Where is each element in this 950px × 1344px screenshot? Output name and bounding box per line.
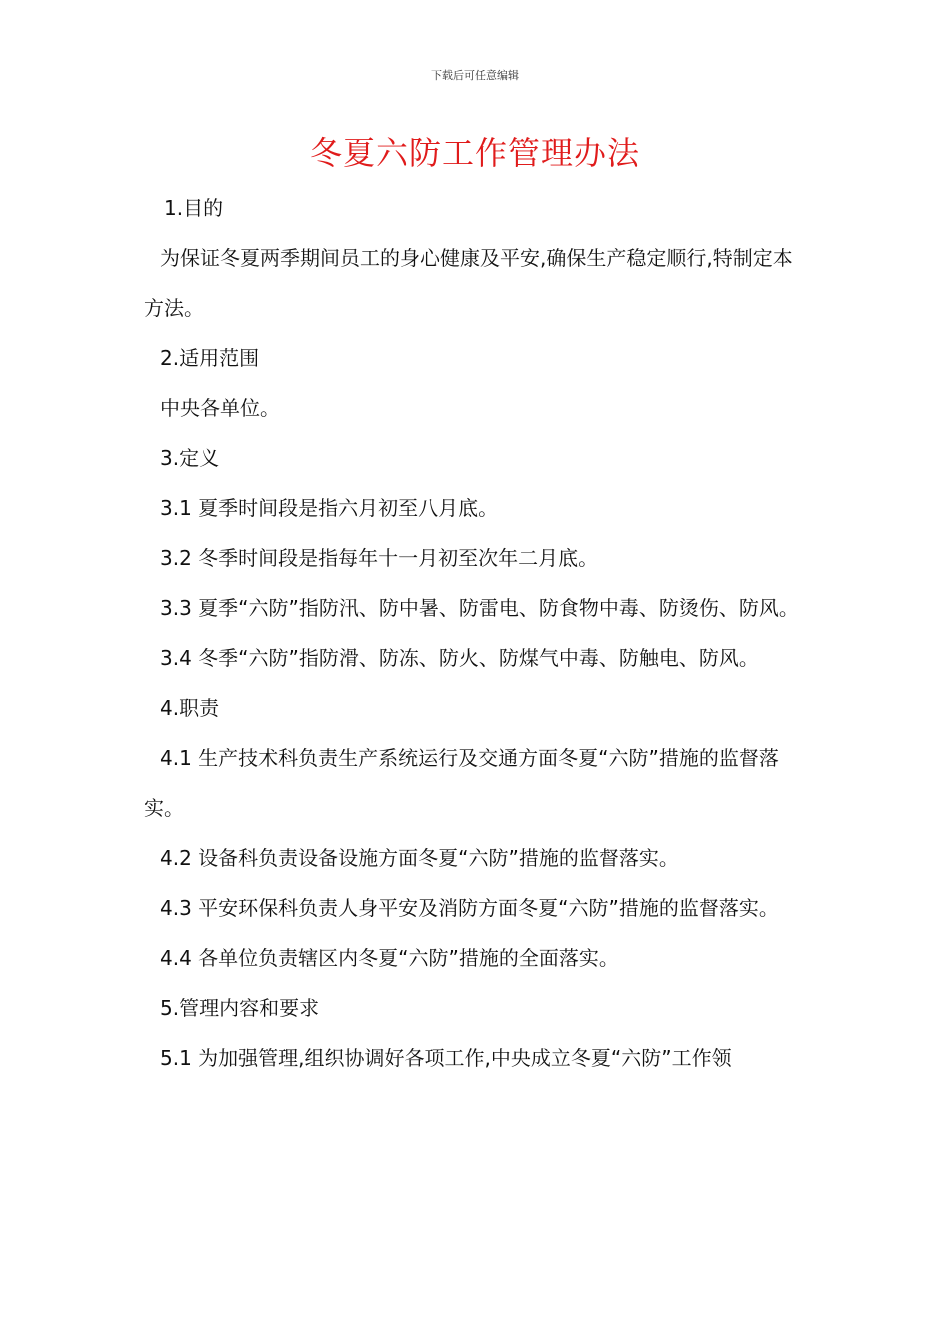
paragraph-definition-3-4: 3.4 冬季“六防”指防滑、防冻、防火、防煤气中毒、防触电、防风。 bbox=[160, 646, 759, 670]
header-note: 下载后可任意编辑 bbox=[431, 69, 519, 82]
paragraph-definition-3-2: 3.2 冬季时间段是指每年十一月初至次年二月底。 bbox=[160, 546, 599, 570]
paragraph-definition-3-1: 3.1 夏季时间段是指六月初至八月底。 bbox=[160, 496, 499, 520]
paragraph-management-5-1: 5.1 为加强管理,组织协调好各项工作,中央成立冬夏“六防”工作领 bbox=[160, 1046, 732, 1070]
section-heading-management: 5.管理内容和要求 bbox=[160, 996, 320, 1020]
paragraph-responsibility-4-3: 4.3 平安环保科负责人身平安及消防方面冬夏“六防”措施的监督落实。 bbox=[160, 896, 779, 920]
paragraph-responsibility-4-4: 4.4 各单位负责辖区内冬夏“六防”措施的全面落实。 bbox=[160, 946, 619, 970]
paragraph-definition-3-3: 3.3 夏季“六防”指防汛、防中暑、防雷电、防食物中毒、防烫伤、防风。 bbox=[160, 596, 799, 620]
document-title: 冬夏六防工作管理办法 bbox=[309, 134, 640, 172]
section-heading-definition: 3.定义 bbox=[160, 446, 220, 470]
paragraph-scope: 中央各单位。 bbox=[160, 396, 280, 420]
section-heading-responsibility: 4.职责 bbox=[160, 696, 220, 720]
paragraph-responsibility-4-2: 4.2 设备科负责设备设施方面冬夏“六防”措施的监督落实。 bbox=[160, 846, 679, 870]
paragraph-responsibility-4-1: 4.1 生产技术科负责生产系统运行及交通方面冬夏“六防”措施的监督落实。 bbox=[144, 746, 779, 820]
section-heading-purpose: 1.目的 bbox=[164, 196, 224, 220]
paragraph-purpose: 为保证冬夏两季期间员工的身心健康及平安,确保生产稳定顺行,特制定本方法。 bbox=[144, 246, 793, 320]
document-body bbox=[144, 183, 810, 1083]
section-heading-scope: 2.适用范围 bbox=[160, 346, 260, 370]
